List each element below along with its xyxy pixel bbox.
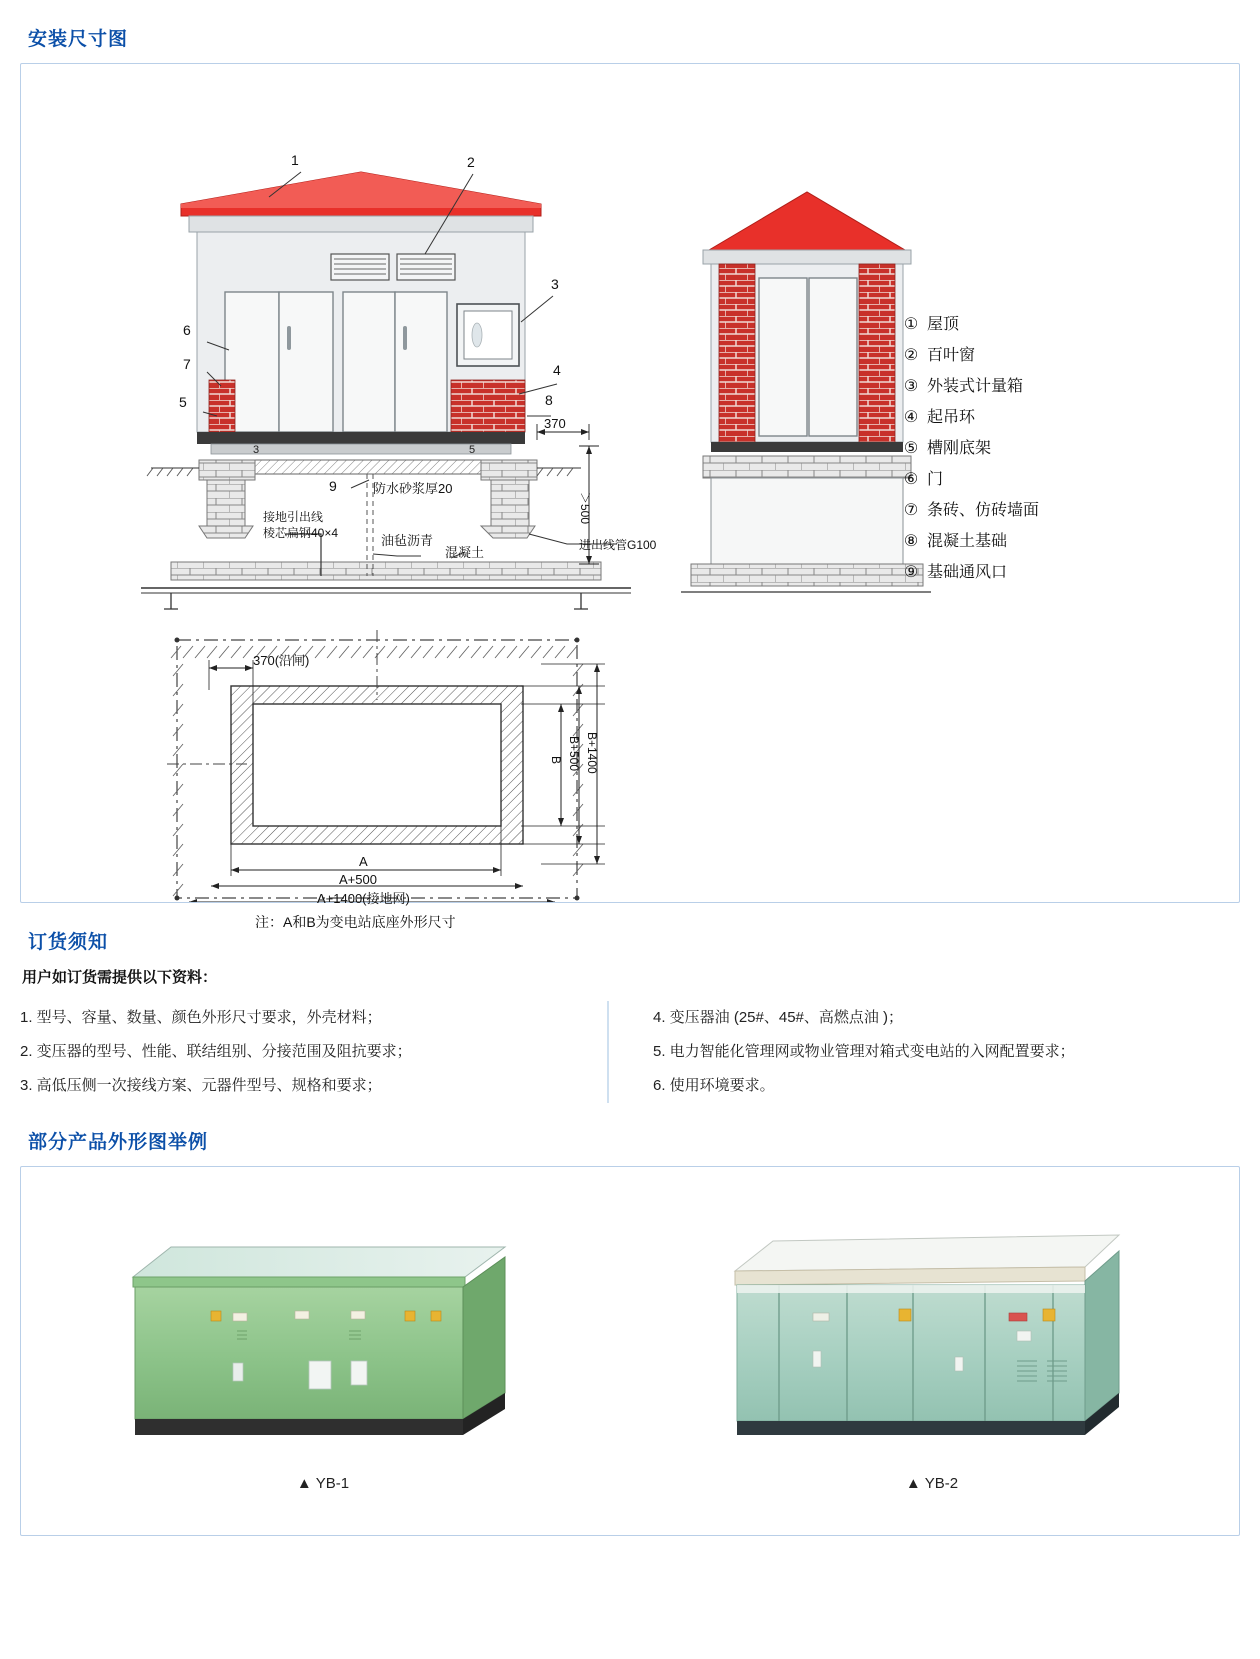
plan-A500-label: A+500: [339, 872, 377, 887]
legend-label-2: 百叶窗: [927, 347, 976, 364]
legend-label-9: 基础通风口: [927, 564, 1008, 581]
legend-num-8: ⑧: [903, 533, 919, 550]
plan-B1400-label: B+1400: [585, 732, 599, 774]
legend-num-1: ①: [903, 316, 919, 333]
legend-num-5: ⑤: [903, 440, 919, 457]
inout-pipe-label: 进出线管G100: [579, 538, 657, 552]
ordering-column-right: [607, 1001, 1240, 1103]
callout-6: 6: [183, 322, 191, 338]
ordering-item-6: 6. 使用环境要求。: [653, 1077, 775, 1094]
callout-8: 8: [545, 392, 553, 408]
product-caption-yb-2: [717, 1475, 1147, 1492]
product-image-yb-2: [717, 1211, 1147, 1461]
install-drawing-panel: [20, 63, 1240, 930]
triangle-icon-yb-1: ▲: [296, 1474, 312, 1492]
ordering-heading: 用户如订货需提供以下资料：: [22, 969, 218, 986]
legend-item-9: [901, 557, 1039, 588]
product-image-yb-1: [113, 1211, 533, 1461]
section-title-products: 部分产品外形图举例: [28, 1132, 209, 1153]
legend-item-5: [901, 433, 1039, 464]
svg-text:5: 5: [469, 444, 476, 456]
callout-9: 9: [329, 478, 337, 494]
legend-label-1: 屋顶: [927, 316, 960, 333]
plan-A1400-label: A+1400(接地网): [317, 891, 410, 906]
legend-num-6: ⑥: [903, 471, 919, 488]
callout-5: 5: [179, 394, 187, 410]
ordering-item-3: 3. 高低压侧一次接线方案、元器件型号、规格和要求；: [20, 1077, 382, 1094]
legend-num-2: ②: [903, 347, 919, 364]
product-label-yb-2: YB-2: [924, 1474, 959, 1492]
ordering-item-4: 4. 变压器油 (25#、45#、高燃点油 )；: [653, 1009, 904, 1026]
legend-item-8: [901, 526, 1039, 557]
legend-num-3: ③: [903, 378, 919, 395]
ground-lead-label: 接地引出线: [263, 510, 324, 524]
legend-label-7: 条砖、仿砖墙面: [927, 502, 1040, 519]
products-list: [21, 1167, 1239, 1535]
callout-3: 3: [551, 276, 559, 292]
legend-num-7: ⑦: [903, 502, 919, 519]
legend-item-2: [901, 340, 1039, 371]
legend-item-7: [901, 495, 1039, 526]
legend-item-1: [901, 309, 1039, 340]
ordering-column-left: [20, 1001, 607, 1103]
dim-500-label: ＞500: [578, 492, 592, 525]
product-label-yb-1: YB-1: [315, 1474, 350, 1492]
svg-text:3: 3: [253, 444, 260, 456]
ordering-item-2: 2. 变压器的型号、性能、联结组别、分接范围及阻抗要求；: [20, 1043, 412, 1060]
legend-label-4: 起吊环: [927, 409, 976, 426]
callout-1: 1: [291, 152, 299, 168]
legend-label-8: 混凝土基础: [927, 533, 1008, 550]
section-title-install: 安装尺寸图: [28, 29, 129, 50]
plan-A-label: A: [359, 854, 368, 869]
ordering-item-1: 1. 型号、容量、数量、颜色外形尺寸要求，外壳材料；: [20, 1009, 382, 1026]
ordering-item-5: 5. 电力智能化管理网或物业管理对箱式变电站的入网配置要求；: [653, 1043, 1075, 1060]
legend-list: [901, 309, 1039, 588]
legend-label-3: 外装式计量箱: [927, 378, 1024, 395]
product-yb-1: [113, 1211, 533, 1492]
callout-2: 2: [467, 154, 475, 170]
plan-B500-label: B+500: [567, 736, 581, 772]
legend-label-5: 槽刚底架: [927, 440, 992, 457]
callout-7: 7: [183, 356, 191, 372]
callout-4: 4: [553, 362, 561, 378]
install-drawing-svg: [21, 64, 1239, 902]
product-yb-2: [717, 1211, 1147, 1492]
legend-label-6: 门: [927, 471, 944, 488]
felt-asphalt-label: 油毡沥青: [381, 533, 434, 548]
plan-B-label: B: [549, 756, 563, 765]
legend-num-9: ⑨: [903, 564, 919, 581]
legend-item-4: [901, 402, 1039, 433]
plan-note: 注：A和B为变电站底座外形尺寸: [255, 914, 456, 930]
products-panel: [20, 1166, 1240, 1536]
section-title-ordering: 订货须知: [28, 932, 109, 953]
plan-370-label: 370(沿闸): [253, 653, 310, 668]
concrete-label: 混凝土: [445, 545, 485, 560]
install-drawing: [21, 64, 1239, 930]
legend-item-3: [901, 371, 1039, 402]
product-caption-yb-1: [113, 1475, 533, 1492]
dim-370-label: 370: [544, 416, 566, 431]
ordering-columns: [20, 1001, 1240, 1103]
triangle-icon-yb-2: ▲: [905, 1474, 921, 1492]
ground-steel-label: 棱芯扁钢40×4: [263, 526, 339, 540]
waterproof-mortar-label: 防水砂浆厚20: [373, 481, 453, 496]
legend-item-6: [901, 464, 1039, 495]
legend-num-4: ④: [903, 409, 919, 426]
